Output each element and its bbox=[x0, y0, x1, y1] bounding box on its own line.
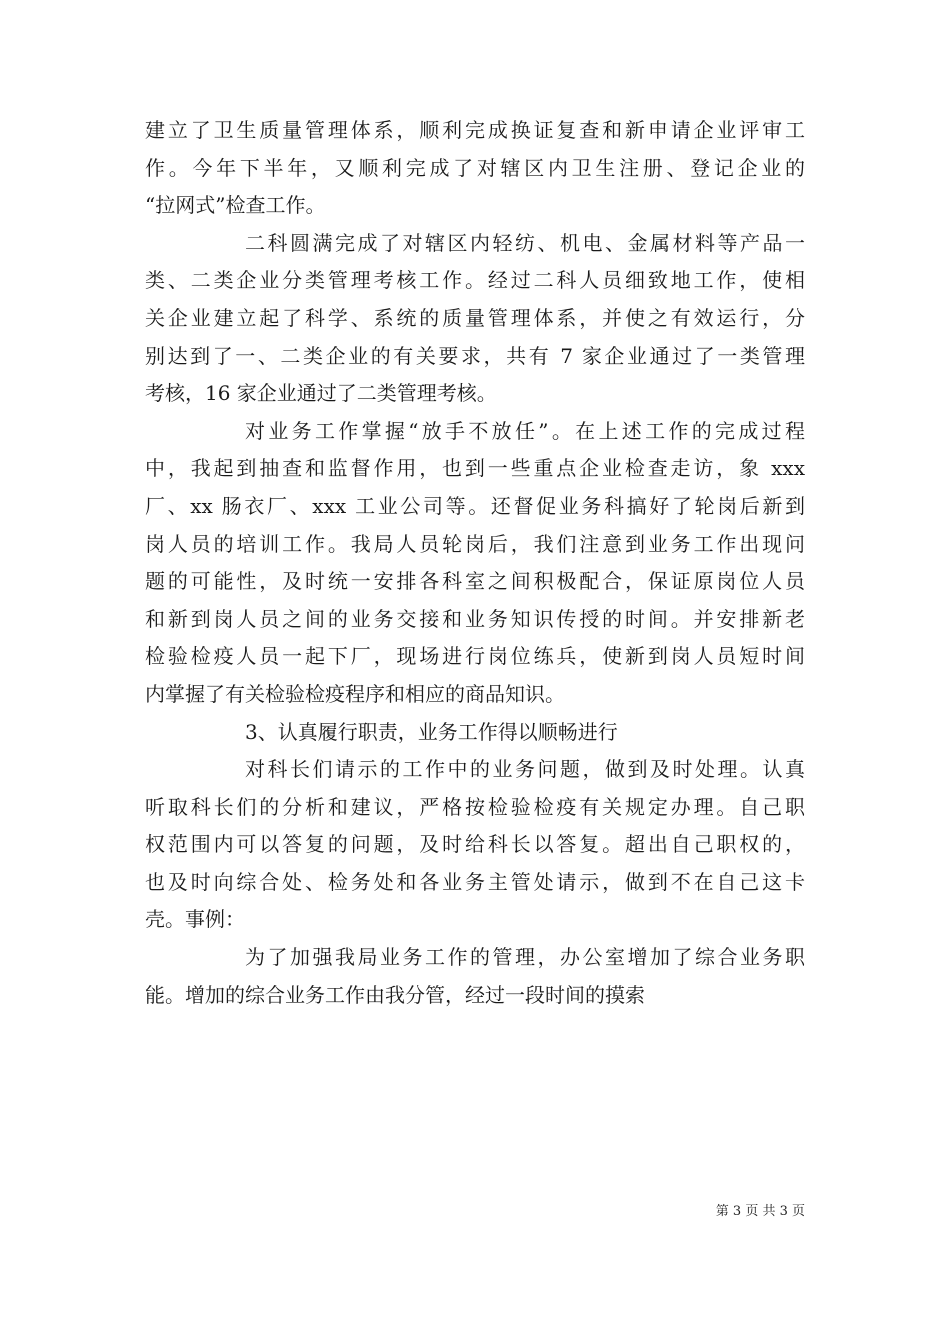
text-line: 内掌握了有关检验检疫程序和相应的商品知识。 bbox=[145, 681, 565, 706]
text-line: “拉网式”检查工作。 bbox=[145, 193, 326, 218]
text-line: 检验检疫人员一起下厂，现场进行岗位练兵，使新到岗人员短时间 bbox=[145, 644, 805, 669]
paragraph-start-line: 对科长们请示的工作中的业务问题，做到及时处理。认真 bbox=[245, 757, 805, 782]
text-line: 厂、xx 肠衣厂、xxx 工业公司等。还督促业务科搞好了轮岗后新到 bbox=[145, 493, 805, 518]
text-line: 也及时向综合处、检务处和各业务主管处请示，做到不在自己这卡 bbox=[145, 869, 805, 894]
text-line: 能。增加的综合业务工作由我分管，经过一段时间的摸索 bbox=[145, 982, 645, 1007]
text-line: 听取科长们的分析和建议，严格按检验检疫有关规定办理。自己职 bbox=[145, 794, 805, 819]
document-body bbox=[145, 112, 805, 1014]
text-line: 关企业建立起了科学、系统的质量管理体系，并使之有效运行，分 bbox=[145, 305, 805, 330]
page-number: 第 3 页 共 3 页 bbox=[715, 1204, 805, 1219]
text-line: 和新到岗人员之间的业务交接和业务知识传授的时间。并安排新老 bbox=[145, 606, 805, 631]
paragraph-start-line: 二科圆满完成了对辖区内轻纺、机电、金属材料等产品一 bbox=[245, 230, 805, 255]
text-line: 类、二类企业分类管理考核工作。经过二科人员细致地工作，使相 bbox=[145, 268, 805, 293]
text-line: 建立了卫生质量管理体系，顺利完成换证复查和新申请企业评审工 bbox=[145, 118, 805, 142]
text-line: 权范围内可以答复的问题，及时给科长以答复。超出自己职权的， bbox=[145, 832, 805, 857]
text-line: 题的可能性，及时统一安排各科室之间积极配合，保证原岗位人员 bbox=[145, 569, 805, 594]
text-line: 作。今年下半年，又顺利完成了对辖区内卫生注册、登记企业的 bbox=[145, 155, 805, 180]
paragraph-start-line: 对业务工作掌握“放手不放任”。在上述工作的完成过程 bbox=[245, 418, 805, 443]
text-line: 别达到了一、二类企业的有关要求，共有 7 家企业通过了一类管理 bbox=[145, 343, 805, 368]
text-line: 壳。事例： bbox=[145, 907, 245, 932]
text-line: 考核，16 家企业通过了二类管理考核。 bbox=[145, 381, 497, 406]
paragraph-start-line: 为了加强我局业务工作的管理，办公室增加了综合业务职 bbox=[245, 945, 805, 970]
text-line: 岗人员的培训工作。我局人员轮岗后，我们注意到业务工作出现问 bbox=[145, 531, 805, 556]
text-line: 中，我起到抽查和监督作用，也到一些重点企业检查走访，象 xxx bbox=[145, 456, 805, 481]
section-heading: 3、认真履行职责，业务工作得以顺畅进行 bbox=[245, 719, 618, 744]
